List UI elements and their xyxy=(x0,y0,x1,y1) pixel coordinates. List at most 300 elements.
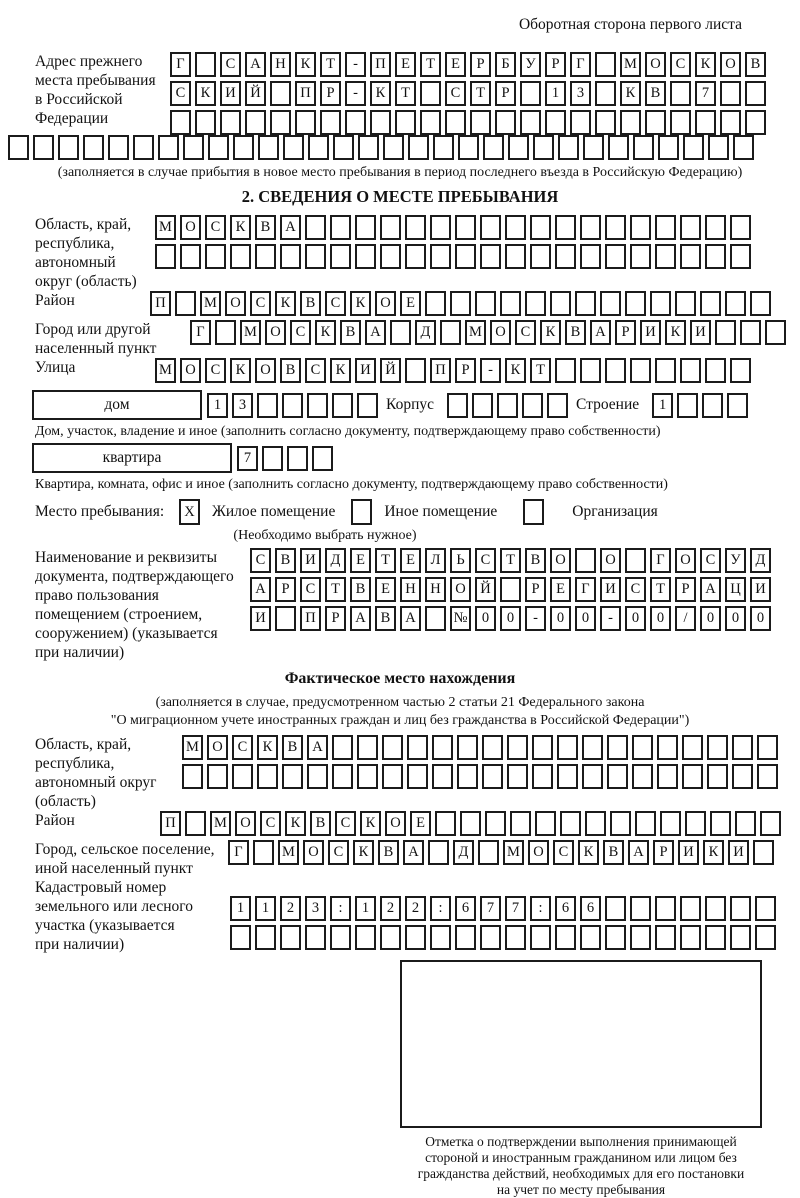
char-cell[interactable]: 0 xyxy=(750,606,771,631)
char-cell[interactable]: И xyxy=(640,320,661,345)
char-cell[interactable]: Г xyxy=(570,52,591,77)
char-cell[interactable] xyxy=(355,215,376,240)
char-cell[interactable]: К xyxy=(703,840,724,865)
char-cell[interactable] xyxy=(530,925,551,950)
char-cell[interactable]: П xyxy=(295,81,316,106)
char-cell[interactable]: 1 xyxy=(355,896,376,921)
char-cell[interactable] xyxy=(605,244,626,269)
char-cell[interactable] xyxy=(480,215,501,240)
char-cell[interactable]: X xyxy=(179,499,200,525)
char-cell[interactable]: Ь xyxy=(450,548,471,573)
char-cell[interactable]: О xyxy=(385,811,406,836)
char-cell[interactable] xyxy=(708,135,729,160)
char-cell[interactable]: В xyxy=(255,215,276,240)
char-cell[interactable]: 3 xyxy=(305,896,326,921)
char-cell[interactable]: - xyxy=(480,358,501,383)
char-cell[interactable] xyxy=(305,215,326,240)
char-cell[interactable] xyxy=(430,925,451,950)
char-cell[interactable]: Т xyxy=(395,81,416,106)
char-cell[interactable]: С xyxy=(553,840,574,865)
char-cell[interactable] xyxy=(655,244,676,269)
char-cell[interactable]: № xyxy=(450,606,471,631)
char-cell[interactable] xyxy=(420,110,441,135)
char-cell[interactable] xyxy=(480,925,501,950)
char-cell[interactable] xyxy=(482,764,503,789)
char-cell[interactable]: П xyxy=(370,52,391,77)
char-cell[interactable] xyxy=(707,764,728,789)
char-cell[interactable] xyxy=(730,215,751,240)
char-cell[interactable]: 0 xyxy=(575,606,596,631)
char-cell[interactable] xyxy=(530,244,551,269)
char-cell[interactable] xyxy=(633,135,654,160)
char-cell[interactable]: 7 xyxy=(237,446,258,471)
char-cell[interactable] xyxy=(655,896,676,921)
char-cell[interactable] xyxy=(730,896,751,921)
char-cell[interactable] xyxy=(508,135,529,160)
char-cell[interactable]: Г xyxy=(228,840,249,865)
char-cell[interactable]: Г xyxy=(650,548,671,573)
char-cell[interactable] xyxy=(555,925,576,950)
char-cell[interactable]: Е xyxy=(400,291,421,316)
char-cell[interactable] xyxy=(305,925,326,950)
char-cell[interactable]: К xyxy=(505,358,526,383)
char-cell[interactable]: О xyxy=(645,52,666,77)
char-cell[interactable]: К xyxy=(620,81,641,106)
char-cell[interactable]: В xyxy=(745,52,766,77)
char-cell[interactable] xyxy=(757,764,778,789)
char-cell[interactable] xyxy=(735,811,756,836)
char-cell[interactable] xyxy=(485,811,506,836)
char-cell[interactable] xyxy=(727,393,748,418)
char-cell[interactable] xyxy=(657,735,678,760)
char-cell[interactable]: А xyxy=(590,320,611,345)
char-cell[interactable] xyxy=(475,291,496,316)
char-cell[interactable] xyxy=(732,735,753,760)
char-cell[interactable]: О xyxy=(675,548,696,573)
char-cell[interactable]: 0 xyxy=(700,606,721,631)
char-cell[interactable] xyxy=(455,215,476,240)
char-cell[interactable] xyxy=(287,446,308,471)
char-cell[interactable]: В xyxy=(310,811,331,836)
char-cell[interactable]: 7 xyxy=(480,896,501,921)
char-cell[interactable]: В xyxy=(350,577,371,602)
char-cell[interactable]: И xyxy=(678,840,699,865)
char-cell[interactable] xyxy=(730,244,751,269)
char-cell[interactable] xyxy=(330,215,351,240)
char-cell[interactable]: Д xyxy=(750,548,771,573)
char-cell[interactable] xyxy=(307,764,328,789)
char-cell[interactable]: О xyxy=(528,840,549,865)
char-cell[interactable] xyxy=(430,244,451,269)
char-cell[interactable] xyxy=(358,135,379,160)
char-cell[interactable] xyxy=(625,291,646,316)
char-cell[interactable] xyxy=(505,244,526,269)
char-cell[interactable]: Р xyxy=(675,577,696,602)
char-cell[interactable]: Р xyxy=(325,606,346,631)
char-cell[interactable]: А xyxy=(250,577,271,602)
char-cell[interactable] xyxy=(478,840,499,865)
char-cell[interactable] xyxy=(507,735,528,760)
char-cell[interactable] xyxy=(715,320,736,345)
char-cell[interactable]: В xyxy=(282,735,303,760)
char-cell[interactable]: М xyxy=(465,320,486,345)
char-cell[interactable] xyxy=(675,291,696,316)
char-cell[interactable] xyxy=(457,764,478,789)
char-cell[interactable] xyxy=(700,291,721,316)
char-cell[interactable]: М xyxy=(240,320,261,345)
char-cell[interactable] xyxy=(483,135,504,160)
char-cell[interactable]: - xyxy=(345,52,366,77)
char-cell[interactable]: Р xyxy=(455,358,476,383)
char-cell[interactable] xyxy=(660,811,681,836)
char-cell[interactable]: С xyxy=(335,811,356,836)
char-cell[interactable]: К xyxy=(195,81,216,106)
char-cell[interactable] xyxy=(510,811,531,836)
char-cell[interactable] xyxy=(655,215,676,240)
char-cell[interactable] xyxy=(440,320,461,345)
char-cell[interactable] xyxy=(720,110,741,135)
char-cell[interactable] xyxy=(470,110,491,135)
char-cell[interactable]: И xyxy=(220,81,241,106)
char-cell[interactable]: О xyxy=(235,811,256,836)
char-cell[interactable] xyxy=(620,110,641,135)
char-cell[interactable] xyxy=(133,135,154,160)
char-cell[interactable]: Д xyxy=(415,320,436,345)
char-cell[interactable]: И xyxy=(355,358,376,383)
char-cell[interactable] xyxy=(262,446,283,471)
char-cell[interactable]: 0 xyxy=(550,606,571,631)
char-cell[interactable] xyxy=(655,358,676,383)
char-cell[interactable]: С xyxy=(290,320,311,345)
char-cell[interactable]: В xyxy=(280,358,301,383)
char-cell[interactable] xyxy=(625,548,646,573)
char-cell[interactable] xyxy=(33,135,54,160)
char-cell[interactable] xyxy=(382,735,403,760)
char-cell[interactable]: К xyxy=(540,320,561,345)
char-cell[interactable] xyxy=(530,215,551,240)
char-cell[interactable]: Т xyxy=(650,577,671,602)
char-cell[interactable] xyxy=(432,735,453,760)
char-cell[interactable] xyxy=(183,135,204,160)
char-cell[interactable] xyxy=(282,393,303,418)
char-cell[interactable]: 7 xyxy=(695,81,716,106)
char-cell[interactable]: В xyxy=(645,81,666,106)
char-cell[interactable]: 1 xyxy=(255,896,276,921)
char-cell[interactable]: О xyxy=(255,358,276,383)
char-cell[interactable] xyxy=(455,925,476,950)
char-cell[interactable] xyxy=(533,135,554,160)
char-cell[interactable] xyxy=(482,735,503,760)
char-cell[interactable]: - xyxy=(345,81,366,106)
char-cell[interactable] xyxy=(522,393,543,418)
char-cell[interactable] xyxy=(155,244,176,269)
char-cell[interactable]: К xyxy=(257,735,278,760)
char-cell[interactable] xyxy=(505,215,526,240)
char-cell[interactable] xyxy=(357,764,378,789)
char-cell[interactable] xyxy=(230,244,251,269)
char-cell[interactable] xyxy=(580,215,601,240)
char-cell[interactable]: Д xyxy=(325,548,346,573)
char-cell[interactable] xyxy=(755,925,776,950)
char-cell[interactable] xyxy=(58,135,79,160)
char-cell[interactable] xyxy=(600,291,621,316)
char-cell[interactable] xyxy=(257,764,278,789)
char-cell[interactable] xyxy=(732,764,753,789)
char-cell[interactable]: А xyxy=(245,52,266,77)
char-cell[interactable] xyxy=(670,110,691,135)
char-cell[interactable] xyxy=(220,110,241,135)
char-cell[interactable]: С xyxy=(220,52,241,77)
char-cell[interactable] xyxy=(355,244,376,269)
char-cell[interactable] xyxy=(753,840,774,865)
char-cell[interactable] xyxy=(275,606,296,631)
char-cell[interactable]: М xyxy=(200,291,221,316)
char-cell[interactable] xyxy=(425,291,446,316)
char-cell[interactable]: 1 xyxy=(652,393,673,418)
char-cell[interactable]: И xyxy=(728,840,749,865)
char-cell[interactable] xyxy=(432,764,453,789)
char-cell[interactable]: 3 xyxy=(232,393,253,418)
char-cell[interactable]: Р xyxy=(470,52,491,77)
char-cell[interactable] xyxy=(205,244,226,269)
char-cell[interactable]: Т xyxy=(470,81,491,106)
char-cell[interactable] xyxy=(610,811,631,836)
char-cell[interactable] xyxy=(555,244,576,269)
char-cell[interactable]: О xyxy=(600,548,621,573)
char-cell[interactable] xyxy=(270,81,291,106)
char-cell[interactable] xyxy=(550,291,571,316)
char-cell[interactable]: В xyxy=(565,320,586,345)
char-cell[interactable]: С xyxy=(445,81,466,106)
char-cell[interactable]: Г xyxy=(170,52,191,77)
char-cell[interactable] xyxy=(357,735,378,760)
char-cell[interactable] xyxy=(232,764,253,789)
char-cell[interactable] xyxy=(305,244,326,269)
char-cell[interactable] xyxy=(380,215,401,240)
char-cell[interactable]: П xyxy=(430,358,451,383)
char-cell[interactable] xyxy=(370,110,391,135)
char-cell[interactable] xyxy=(670,81,691,106)
char-cell[interactable] xyxy=(215,320,236,345)
char-cell[interactable] xyxy=(630,896,651,921)
char-cell[interactable] xyxy=(245,110,266,135)
char-cell[interactable] xyxy=(657,764,678,789)
char-cell[interactable] xyxy=(270,110,291,135)
char-cell[interactable]: С xyxy=(232,735,253,760)
char-cell[interactable]: Е xyxy=(550,577,571,602)
char-cell[interactable] xyxy=(582,764,603,789)
char-cell[interactable] xyxy=(655,925,676,950)
char-cell[interactable]: 6 xyxy=(455,896,476,921)
char-cell[interactable] xyxy=(382,764,403,789)
char-cell[interactable] xyxy=(407,764,428,789)
char-cell[interactable] xyxy=(683,135,704,160)
char-cell[interactable]: У xyxy=(725,548,746,573)
char-cell[interactable]: А xyxy=(403,840,424,865)
char-cell[interactable] xyxy=(332,764,353,789)
char-cell[interactable] xyxy=(695,110,716,135)
char-cell[interactable]: П xyxy=(150,291,171,316)
char-cell[interactable]: - xyxy=(600,606,621,631)
char-cell[interactable]: Т xyxy=(500,548,521,573)
char-cell[interactable]: С xyxy=(250,291,271,316)
char-cell[interactable]: А xyxy=(280,215,301,240)
char-cell[interactable] xyxy=(307,393,328,418)
char-cell[interactable]: Е xyxy=(395,52,416,77)
char-cell[interactable] xyxy=(458,135,479,160)
char-cell[interactable] xyxy=(255,925,276,950)
char-cell[interactable]: П xyxy=(160,811,181,836)
char-cell[interactable]: В xyxy=(603,840,624,865)
char-cell[interactable]: М xyxy=(620,52,641,77)
char-cell[interactable] xyxy=(760,811,781,836)
char-cell[interactable] xyxy=(740,320,761,345)
char-cell[interactable] xyxy=(390,320,411,345)
char-cell[interactable]: К xyxy=(330,358,351,383)
char-cell[interactable] xyxy=(182,764,203,789)
char-cell[interactable] xyxy=(495,110,516,135)
char-cell[interactable]: И xyxy=(300,548,321,573)
char-cell[interactable]: В xyxy=(340,320,361,345)
char-cell[interactable] xyxy=(233,135,254,160)
char-cell[interactable]: 0 xyxy=(650,606,671,631)
char-cell[interactable]: Р xyxy=(320,81,341,106)
char-cell[interactable] xyxy=(8,135,29,160)
char-cell[interactable]: С xyxy=(625,577,646,602)
char-cell[interactable]: К xyxy=(695,52,716,77)
char-cell[interactable] xyxy=(575,291,596,316)
char-cell[interactable] xyxy=(557,735,578,760)
char-cell[interactable] xyxy=(258,135,279,160)
char-cell[interactable]: О xyxy=(225,291,246,316)
char-cell[interactable] xyxy=(750,291,771,316)
char-cell[interactable] xyxy=(595,81,616,106)
char-cell[interactable]: А xyxy=(307,735,328,760)
char-cell[interactable]: О xyxy=(265,320,286,345)
char-cell[interactable]: О xyxy=(720,52,741,77)
char-cell[interactable]: 0 xyxy=(625,606,646,631)
char-cell[interactable]: : xyxy=(530,896,551,921)
char-cell[interactable] xyxy=(255,244,276,269)
char-cell[interactable] xyxy=(583,135,604,160)
char-cell[interactable]: Р xyxy=(495,81,516,106)
char-cell[interactable]: Е xyxy=(410,811,431,836)
char-cell[interactable] xyxy=(532,764,553,789)
char-cell[interactable] xyxy=(757,735,778,760)
char-cell[interactable] xyxy=(720,81,741,106)
char-cell[interactable] xyxy=(707,735,728,760)
char-cell[interactable] xyxy=(420,81,441,106)
char-cell[interactable] xyxy=(558,135,579,160)
char-cell[interactable]: О xyxy=(180,358,201,383)
char-cell[interactable] xyxy=(295,110,316,135)
char-cell[interactable] xyxy=(755,896,776,921)
char-cell[interactable] xyxy=(745,81,766,106)
char-cell[interactable] xyxy=(472,393,493,418)
char-cell[interactable]: В xyxy=(375,606,396,631)
char-cell[interactable] xyxy=(580,358,601,383)
char-cell[interactable]: : xyxy=(330,896,351,921)
char-cell[interactable] xyxy=(330,244,351,269)
char-cell[interactable] xyxy=(630,244,651,269)
char-cell[interactable] xyxy=(357,393,378,418)
char-cell[interactable]: О xyxy=(490,320,511,345)
char-cell[interactable] xyxy=(570,110,591,135)
char-cell[interactable]: 0 xyxy=(475,606,496,631)
char-cell[interactable]: Е xyxy=(350,548,371,573)
char-cell[interactable] xyxy=(677,393,698,418)
char-cell[interactable]: Т xyxy=(320,52,341,77)
char-cell[interactable]: М xyxy=(503,840,524,865)
char-cell[interactable]: Н xyxy=(400,577,421,602)
char-cell[interactable] xyxy=(450,291,471,316)
char-cell[interactable]: Д xyxy=(453,840,474,865)
char-cell[interactable] xyxy=(195,110,216,135)
char-cell[interactable] xyxy=(575,548,596,573)
char-cell[interactable] xyxy=(555,215,576,240)
char-cell[interactable]: К xyxy=(370,81,391,106)
char-cell[interactable] xyxy=(507,764,528,789)
char-cell[interactable] xyxy=(630,925,651,950)
char-cell[interactable]: - xyxy=(525,606,546,631)
char-cell[interactable] xyxy=(607,735,628,760)
char-cell[interactable]: М xyxy=(155,358,176,383)
char-cell[interactable]: 1 xyxy=(230,896,251,921)
char-cell[interactable]: К xyxy=(350,291,371,316)
char-cell[interactable]: Е xyxy=(375,577,396,602)
char-cell[interactable] xyxy=(705,358,726,383)
char-cell[interactable] xyxy=(705,925,726,950)
char-cell[interactable]: О xyxy=(450,577,471,602)
char-cell[interactable] xyxy=(547,393,568,418)
char-cell[interactable]: В xyxy=(300,291,321,316)
char-cell[interactable]: Н xyxy=(270,52,291,77)
char-cell[interactable] xyxy=(320,110,341,135)
char-cell[interactable] xyxy=(520,110,541,135)
char-cell[interactable]: С xyxy=(250,548,271,573)
char-cell[interactable]: Р xyxy=(275,577,296,602)
char-cell[interactable]: К xyxy=(295,52,316,77)
char-cell[interactable] xyxy=(645,110,666,135)
char-cell[interactable]: 0 xyxy=(500,606,521,631)
char-cell[interactable] xyxy=(282,764,303,789)
char-cell[interactable]: И xyxy=(250,606,271,631)
char-cell[interactable] xyxy=(532,735,553,760)
char-cell[interactable]: Г xyxy=(190,320,211,345)
char-cell[interactable] xyxy=(580,244,601,269)
char-cell[interactable] xyxy=(253,840,274,865)
char-cell[interactable]: / xyxy=(675,606,696,631)
char-cell[interactable]: С xyxy=(205,215,226,240)
char-cell[interactable] xyxy=(428,840,449,865)
char-cell[interactable] xyxy=(595,52,616,77)
char-cell[interactable] xyxy=(333,135,354,160)
char-cell[interactable]: К xyxy=(275,291,296,316)
char-cell[interactable] xyxy=(405,925,426,950)
char-cell[interactable] xyxy=(635,811,656,836)
char-cell[interactable] xyxy=(380,925,401,950)
char-cell[interactable] xyxy=(630,215,651,240)
char-cell[interactable]: С xyxy=(205,358,226,383)
char-cell[interactable]: К xyxy=(230,215,251,240)
char-cell[interactable]: В xyxy=(525,548,546,573)
char-cell[interactable]: И xyxy=(750,577,771,602)
char-cell[interactable]: И xyxy=(600,577,621,602)
char-cell[interactable] xyxy=(480,244,501,269)
char-cell[interactable]: М xyxy=(155,215,176,240)
char-cell[interactable]: К xyxy=(665,320,686,345)
char-cell[interactable]: К xyxy=(285,811,306,836)
